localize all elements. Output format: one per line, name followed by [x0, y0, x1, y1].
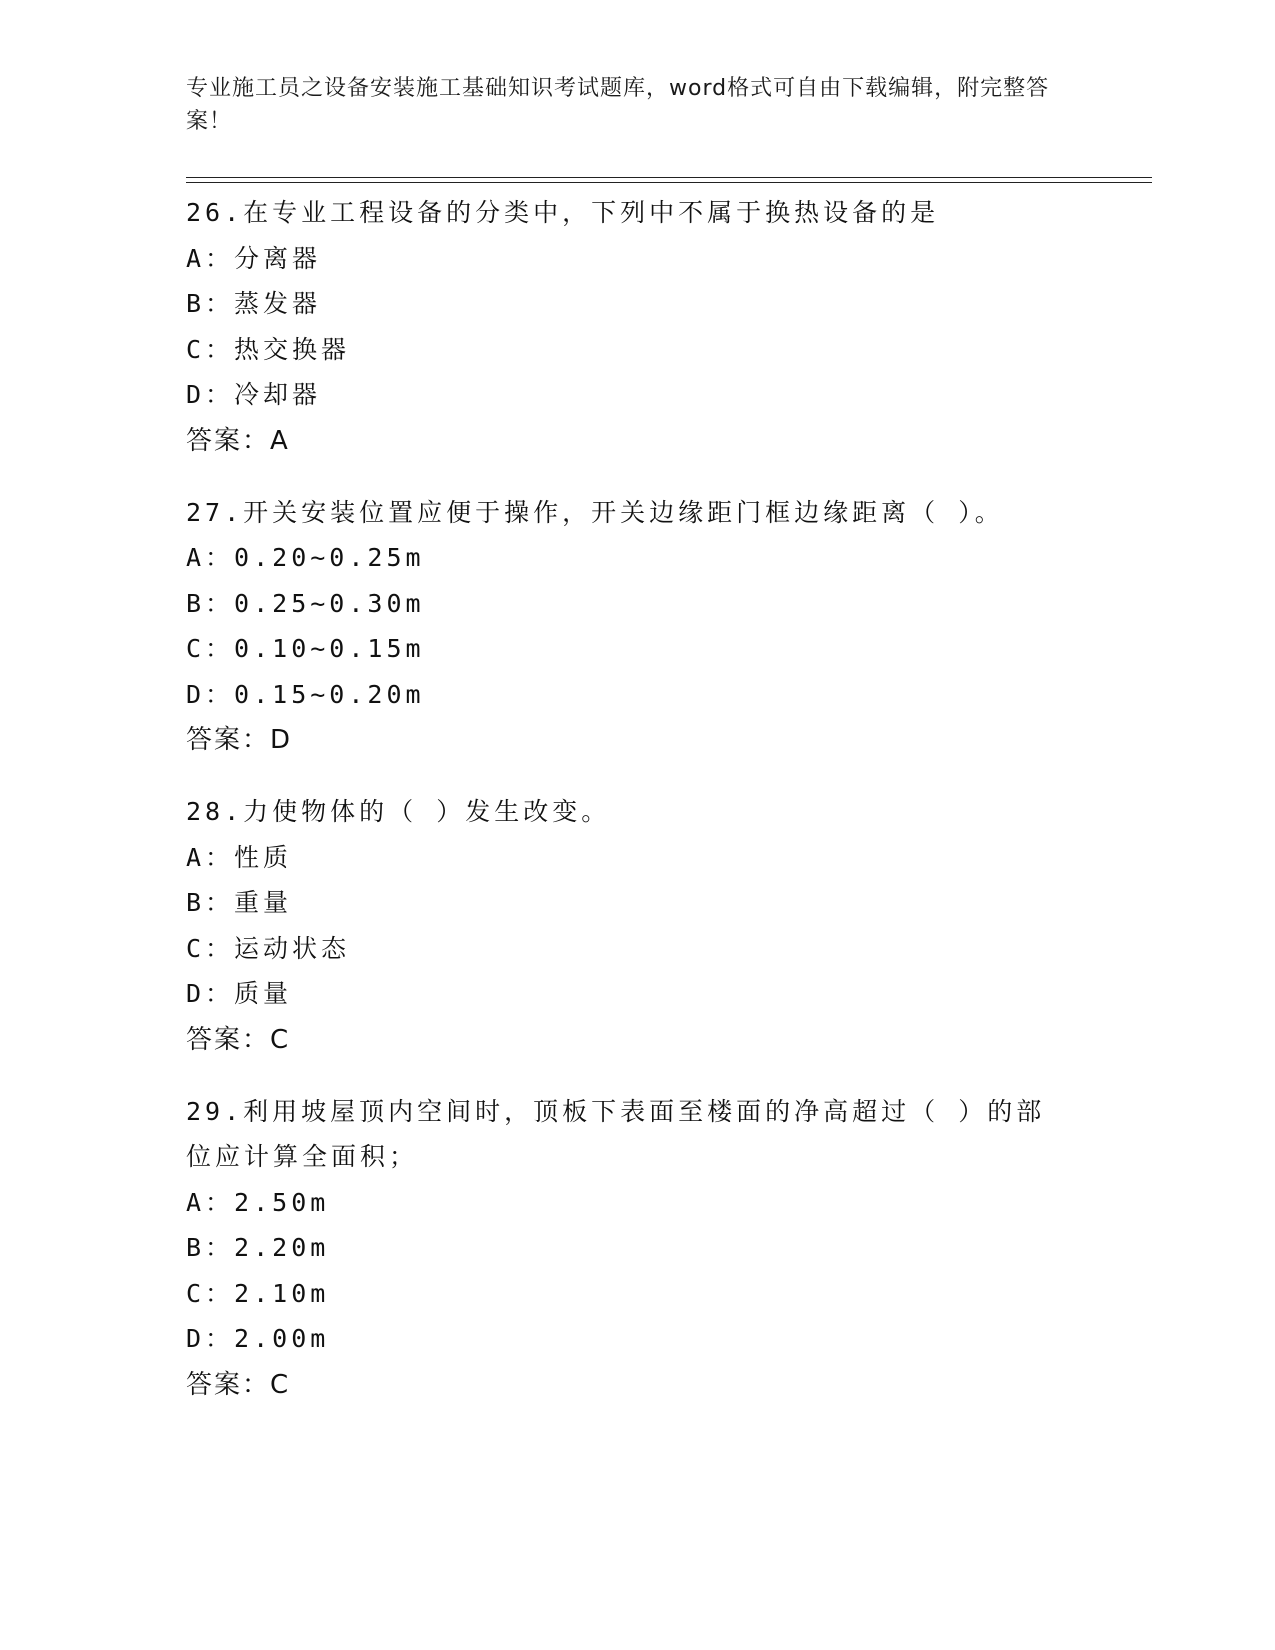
- option-a: A：2.50m: [186, 1187, 330, 1217]
- question-stem: 27.开关安装位置应便于操作，开关边缘距门框边缘距离（ ）。: [186, 497, 1004, 527]
- option-d: D：0.15~0.20m: [186, 679, 425, 709]
- option-b: B：2.20m: [186, 1233, 330, 1262]
- option-c: C：热交换器: [186, 334, 351, 364]
- option-d: D：质量: [186, 979, 293, 1008]
- header-rule-bottom: [186, 182, 1152, 183]
- question-27: [186, 490, 1086, 764]
- option-a: A：0.20~0.25m: [186, 543, 425, 572]
- option-b: B：蒸发器: [186, 289, 322, 318]
- question-stem: 28.力使物体的（ ）发生改变。: [186, 797, 611, 826]
- option-b: B：重量: [186, 888, 293, 917]
- option-b: B：0.25~0.30m: [186, 588, 425, 618]
- question-26: [186, 190, 1086, 464]
- answer-line: 答案：A: [186, 425, 290, 456]
- option-a: A：分离器: [186, 243, 322, 273]
- option-c: C：运动状态: [186, 933, 351, 963]
- answer-line: 答案：C: [186, 1024, 291, 1055]
- option-c: C：0.10~0.15m: [186, 634, 425, 663]
- question-stem: 29.利用坡屋顶内空间时，顶板下表面至楼面的净高超过（ ）的部位应计算全面积；: [186, 1096, 1046, 1171]
- question-list: [186, 190, 1086, 1434]
- question-28: [186, 789, 1086, 1063]
- option-d: D：2.00m: [186, 1324, 330, 1353]
- option-d: D：冷却器: [186, 380, 322, 409]
- answer-line: 答案：D: [186, 725, 293, 755]
- option-c: C：2.10m: [186, 1278, 330, 1308]
- question-stem: 26.在专业工程设备的分类中，下列中不属于换热设备的是: [186, 198, 940, 227]
- question-29: [186, 1089, 1086, 1408]
- header-rule-top: [186, 177, 1152, 178]
- option-a: A：性质: [186, 842, 293, 872]
- answer-line: 答案：C: [186, 1369, 291, 1400]
- document-title: 专业施工员之设备安装施工基础知识考试题库，word格式可自由下载编辑，附完整答案！: [186, 76, 1050, 134]
